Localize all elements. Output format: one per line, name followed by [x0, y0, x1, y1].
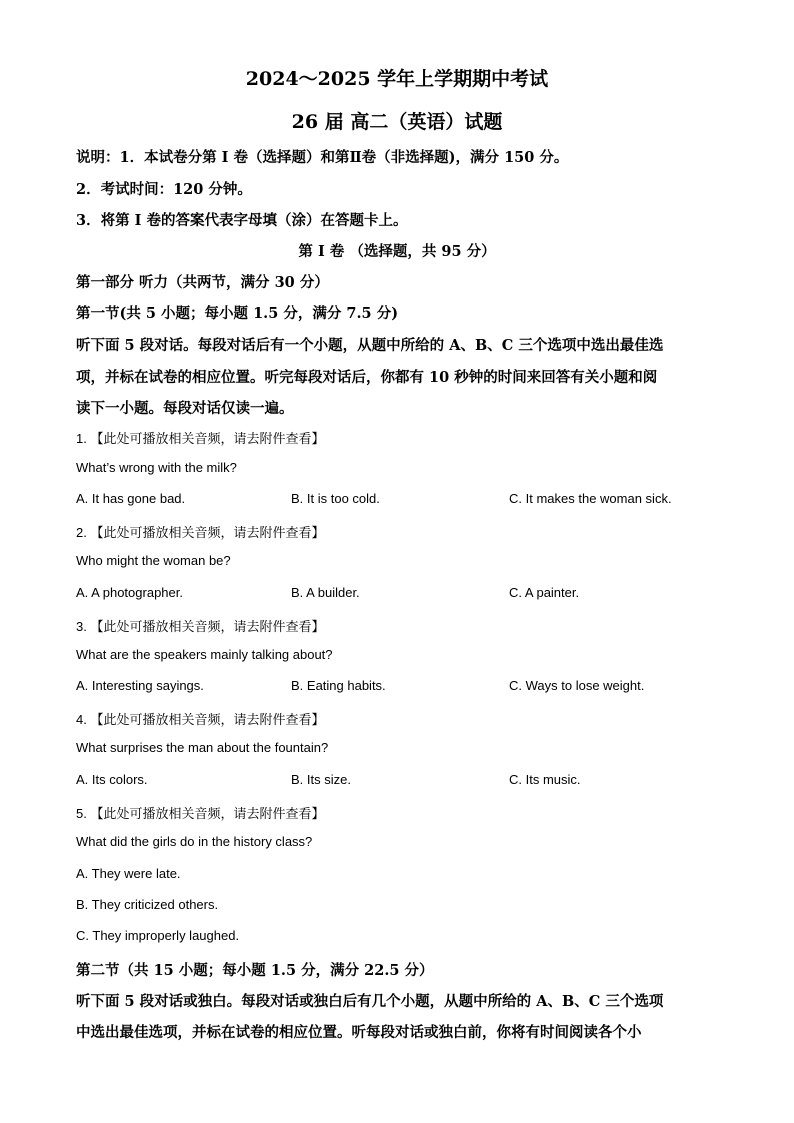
section2-directions-line: 中选出最佳选项，并标在试卷的相应位置。听每段对话或独白前，你将有时间阅读各个小 — [76, 1024, 642, 1041]
option-a-q1: A. It has gone bad. — [76, 491, 186, 506]
volume-heading: 第 I 卷 （选择题，共 95 分） — [298, 243, 496, 260]
question-stem-q4: What surprises the man about the fountain? — [76, 740, 329, 755]
option-a-q5: A. They were late. — [76, 866, 181, 881]
section1-heading: 第一节(共 5 小题；每小题 1.5 分，满分 7.5 分) — [76, 305, 399, 322]
option-a-q4: A. Its colors. — [76, 772, 148, 787]
option-c-q5: C. They improperly laughed. — [76, 928, 240, 943]
option-c-q2: C. A painter. — [509, 585, 580, 600]
option-c-q1: C. It makes the woman sick. — [509, 491, 672, 506]
question-stem-q1: What’s wrong with the milk? — [76, 460, 237, 475]
question-stem-q5: What did the girls do in the history class? — [76, 834, 313, 849]
option-b-q2: B. A builder. — [291, 585, 360, 600]
question-stem-q3: What are the speakers mainly talking about? — [76, 647, 333, 662]
instruction-3: 3．将第 I 卷的答案代表字母填（涂）在答题卡上。 — [76, 212, 408, 229]
option-b-q3: B. Eating habits. — [291, 678, 386, 693]
option-a-q2: A. A photographer. — [76, 585, 183, 600]
exam-title: 2024～2025 学年上学期期中考试 — [245, 68, 549, 90]
section2-directions-line: 听下面 5 段对话或独白。每段对话或独白后有几个小题，从题中所给的 A、B、C 三个选项 — [76, 993, 664, 1010]
part1-heading: 第一部分 听力（共两节，满分 30 分） — [76, 274, 329, 291]
section1-directions-line: 项，并标在试卷的相应位置。听完每段对话后，你都有 10 秒钟的时间来回答有关小题和阅 — [76, 369, 658, 386]
instruction-1: 说明：1．本试卷分第 I 卷（选择题）和第Ⅱ卷（非选择题)，满分 150 分。 — [76, 149, 569, 166]
audio-note-q5[interactable]: 5. 【此处可播放相关音频，请去附件查看】 — [76, 806, 325, 821]
audio-note-q2[interactable]: 2. 【此处可播放相关音频，请去附件查看】 — [76, 525, 325, 540]
option-a-q3: A. Interesting sayings. — [76, 678, 204, 693]
section1-directions-line: 听下面 5 段对话。每段对话后有一个小题，从题中所给的 A、B、C 三个选项中选出最佳选 — [76, 337, 664, 354]
option-c-q4: C. Its music. — [509, 772, 581, 787]
option-b-q1: B. It is too cold. — [291, 491, 380, 506]
section2-heading: 第二节（共 15 小题；每小题 1.5 分，满分 22.5 分） — [76, 962, 434, 979]
audio-note-q3[interactable]: 3. 【此处可播放相关音频，请去附件查看】 — [76, 619, 325, 634]
question-stem-q2: Who might the woman be? — [76, 553, 231, 568]
instruction-2: 2．考试时间：120 分钟。 — [76, 181, 252, 198]
exam-subtitle: 26 届 高二（英语）试题 — [291, 111, 503, 133]
audio-note-q4[interactable]: 4. 【此处可播放相关音频，请去附件查看】 — [76, 712, 325, 727]
option-b-q5: B. They criticized others. — [76, 897, 219, 912]
audio-note-q1[interactable]: 1. 【此处可播放相关音频，请去附件查看】 — [76, 431, 325, 446]
option-c-q3: C. Ways to lose weight. — [509, 678, 645, 693]
option-b-q4: B. Its size. — [291, 772, 351, 787]
section1-directions-line: 读下一小题。每段对话仅读一遍。 — [76, 400, 294, 417]
